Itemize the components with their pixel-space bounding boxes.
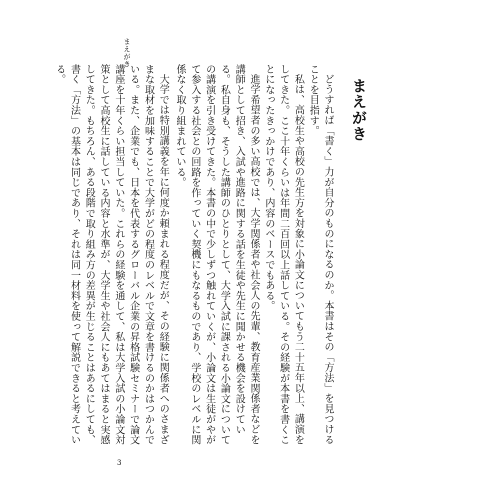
body-text [53,64,334,449]
paragraph: 私は、高校生や高校の先生方を対象に小論文についてもう二十五年以上、講演をしてきた。ここ十年くらいは年間二百回以上話している。その経験が本書を書くことになったきっかけであり、内容のベースでもある。 [262,64,304,446]
running-head: まえがき [123,38,131,68]
chapter-title: まえがき [350,78,368,142]
page-number: 3 [117,459,122,467]
paragraph: 大学では特別講義を年に何度か頼まれる程度だが、その経験に関係者へのさまざまな取材を加味することで大学がどの程度のレベルで文章を書けるのかはつかんでいる。また、企業でも、日本を代表するグローバル企業の昇格試験セミナーで論文講座を十年くらい担当していた。これらの経験を通して、私は大学入試の小論文対策として高校生に話している内容と水準が、大学生や社会人にもあてはまると実感してきた。もちろん、ある段階で取り組み方の差異が生じることはあるにしても、書く「方法」の基本は同じであり、それは同一材料を使って解説できると考えている。 [53,64,169,446]
paragraph: 進学希望者の多い高校では、大学関係者や社会人の先輩、教育産業関係者などを講師として招き、入試や進路に関する話を生徒や先生に聞かせる機会を設けている。私自身も、そうした講師のひとりとして、大学入試に課される小論文についての講演を引き受けてきた。本書の中で少しずつ触れていくが、小論文は生徒がやがて参入する社会との回路を作っていく契機にもなるものであり、学校のレベルに関係なく取り組まれている。 [174,64,260,446]
paragraph: どうすれば「書く」力が自分のものになるのか。本書はその「方法」を見つけることを目指す。 [307,64,333,445]
